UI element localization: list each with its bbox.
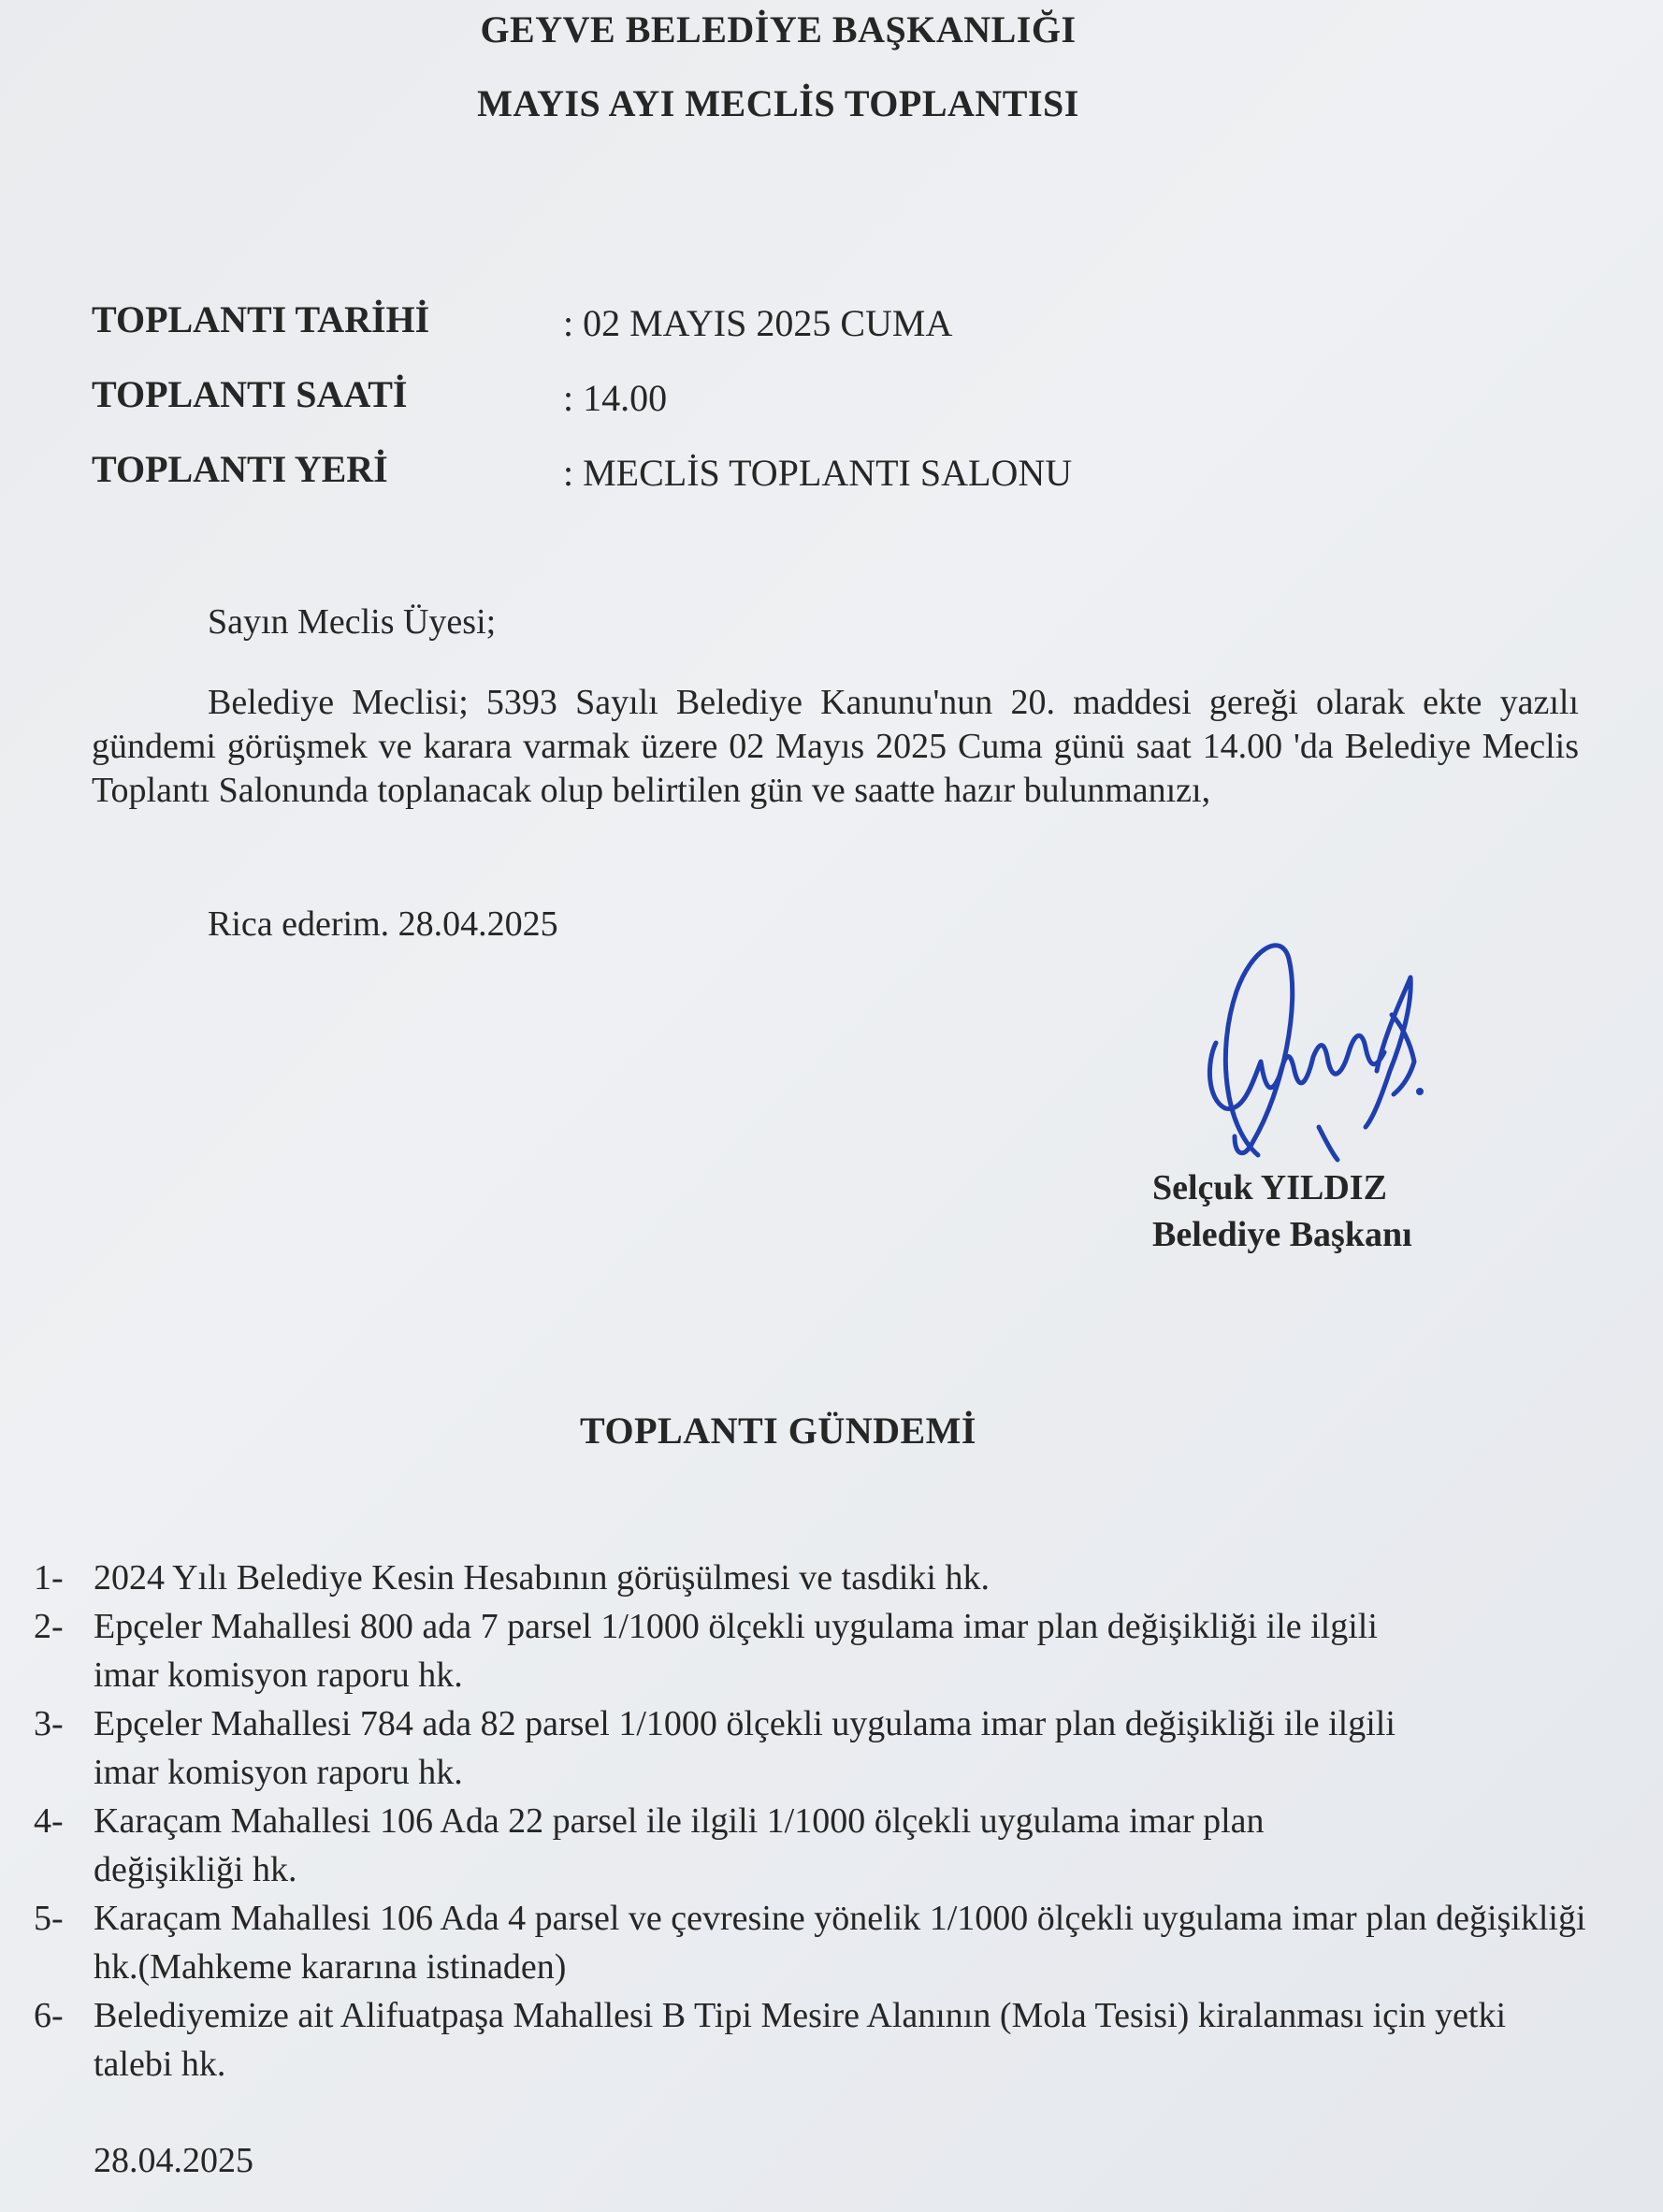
meeting-time-label: TOPLANTI SAATİ <box>92 373 408 415</box>
agenda-item-number: 5- <box>34 1899 64 1938</box>
agenda-item-number: 4- <box>34 1801 64 1841</box>
agenda-item-text: Epçeler Mahallesi 800 ada 7 parsel 1/1000 ölçekli uygulama imar plan değişikliği ile ilgili imar komisyon raporu hk. <box>94 1607 1378 1695</box>
agenda-item-text: Karaçam Mahallesi 106 Ada 4 parsel ve çevresine yönelik 1/1000 ölçekli uygulama imar plan değişikliği hk.(Mahkeme kararına istinaden) <box>94 1899 1586 1987</box>
meeting-time-value: : 14.00 <box>563 377 668 419</box>
letter-closing: Rica ederim. 28.04.2025 <box>208 904 558 944</box>
agenda-item-number: 1- <box>34 1558 64 1598</box>
meeting-date-label: TOPLANTI TARİHİ <box>92 298 430 340</box>
document-subtitle: MAYIS AYI MECLİS TOPLANTISI <box>477 82 1079 124</box>
salutation: Sayın Meclis Üyesi; <box>208 602 497 642</box>
meeting-date-value: : 02 MAYIS 2025 CUMA <box>563 302 953 344</box>
meeting-place-value: : MECLİS TOPLANTI SALONU <box>563 452 1073 494</box>
agenda-item-number: 2- <box>34 1607 64 1646</box>
agenda-heading: TOPLANTI GÜNDEMİ <box>580 1410 976 1452</box>
agenda-item-text: Epçeler Mahallesi 784 ada 82 parsel 1/1000 ölçekli uygulama imar plan değişikliği ile ilgili imar komisyon raporu hk. <box>94 1704 1395 1792</box>
agenda-item-text: 2024 Yılı Belediye Kesin Hesabının görüşülmesi ve tasdiki hk. <box>94 1558 990 1598</box>
agenda-item-text: Belediyemize ait Alifuatpaşa Mahallesi B Tipi Mesire Alanının (Mola Tesisi) kiralanması için yetki talebi hk. <box>94 1996 1507 2084</box>
handwritten-signature <box>1179 921 1459 1193</box>
agenda-item-number: 3- <box>34 1704 64 1743</box>
signatory-name: Selçuk YILDIZ <box>1152 1168 1387 1207</box>
agenda-item-number: 6- <box>34 1996 64 2035</box>
agenda-date: 28.04.2025 <box>94 2141 253 2180</box>
letter-paragraph: Belediye Meclisi; 5393 Sayılı Belediye Kanunu'nun 20. maddesi gereği olarak ekte yazılı gündemi görüşmek ve karara varmak üzere 02 Mayıs 2025 Cuma günü saat 14.00 'da Belediye Meclis Toplantı Salonunda toplanacak olup belirtilen gün ve saatte hazır bulunmanızı, <box>92 683 1579 810</box>
document-title: GEYVE BELEDİYE BAŞKANLIĞI <box>480 8 1077 51</box>
signatory-title: Belediye Başkanı <box>1152 1215 1412 1254</box>
meeting-place-label: TOPLANTI YERİ <box>92 448 388 490</box>
agenda-item-text: Karaçam Mahallesi 106 Ada 22 parsel ile ilgili 1/1000 ölçekli uygulama imar plan değişikliği hk. <box>94 1801 1265 1889</box>
